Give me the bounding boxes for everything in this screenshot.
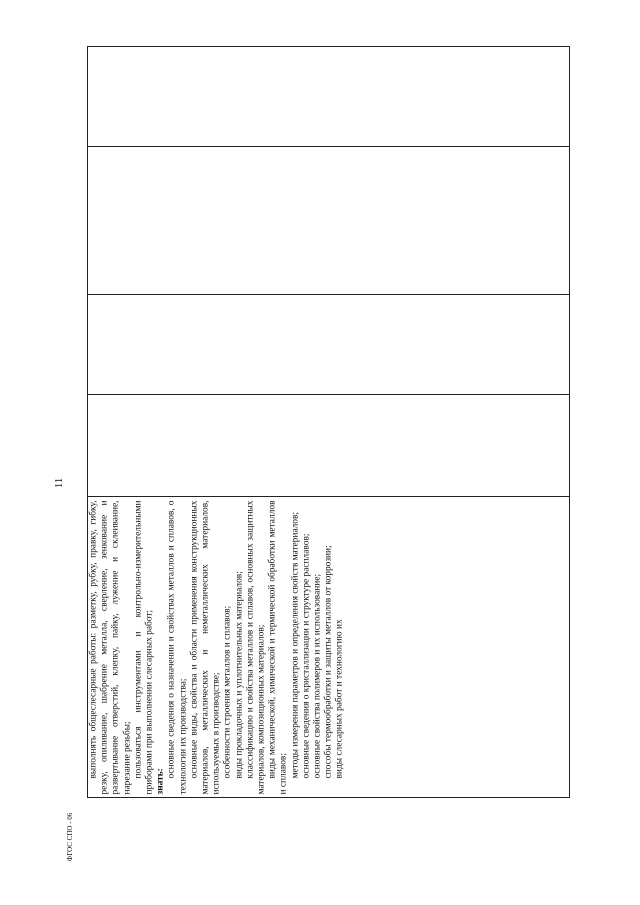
table-row-divider	[87, 294, 570, 295]
text-line: методы измерения параметров и определения свойств материалов;	[290, 512, 301, 779]
text-line: основные свойства полимеров и их использование;	[312, 573, 323, 779]
text-line: особенности строения металлов и сплавов;	[222, 605, 233, 779]
document-table	[87, 46, 570, 798]
table-border-top	[87, 46, 570, 47]
text-line: виды слесарных работ и технологию их	[334, 619, 345, 779]
text-line: классификацию и свойства металлов и сплавов, основных защитных материалов, композиционных материалов;	[245, 500, 267, 795]
text-line: основные сведения о назначении и свойствах металлов и сплавов, о технологии их производства;	[166, 500, 189, 795]
text-line: выполнять общеслесарные работы: разметку, рубку, правку, гибку, резку, опиливание, шабрение металла, сверление, зенкование и развертывание отверстий, клепку, пайку, лужение и склеивание, нарезание резьбы;	[88, 500, 133, 795]
competency-text	[87, 497, 570, 799]
text-line: основные сведения о кристаллизации и структуре расплавов;	[301, 533, 312, 779]
text-line: основные виды, свойства и области применения конструкционных материалов, металлических и неметаллических материалов, используемых в производстве;	[189, 500, 222, 795]
text-line-heading: знать:	[155, 768, 166, 795]
table-row-divider	[87, 146, 570, 147]
table-row-divider	[87, 394, 570, 395]
text-line: виды механической, химической и термической обработки металлов и сплавов;	[267, 500, 289, 795]
page-number: 11	[53, 477, 65, 489]
competency-cell	[87, 496, 570, 798]
text-line: пользоваться инструментами и контрольно-измерительными приборами при выполнении слесарных работ;	[133, 500, 155, 795]
text-line: виды прокладочных и уплотнительных материалов;	[234, 571, 245, 779]
footer-code: ФГОС СПО - 06	[66, 812, 74, 862]
text-line: способы термообработки и защиты металлов от коррозии;	[323, 545, 334, 779]
